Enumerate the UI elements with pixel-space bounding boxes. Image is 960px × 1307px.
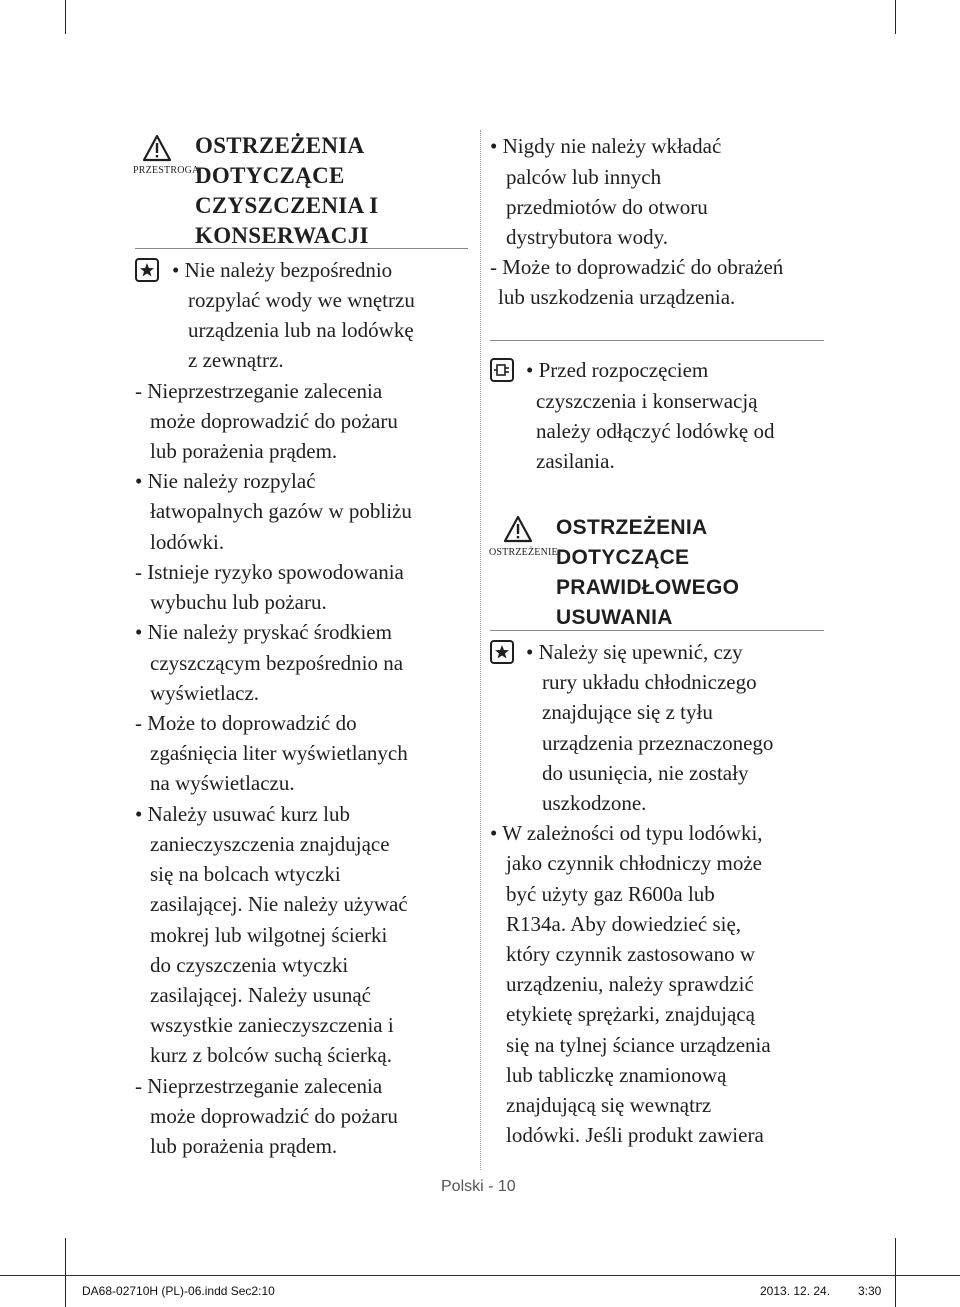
star-icon: [135, 258, 159, 282]
warning-heading-line-3: PRAWIDŁOWEGO: [556, 576, 740, 599]
body-line: palców lub innych: [506, 165, 662, 189]
caution-heading-line-2: DOTYCZĄCE: [195, 163, 345, 188]
body-line: wybuchu lub pożaru.: [150, 590, 327, 614]
crop-mark-top-right: [895, 0, 896, 34]
body-line: urządzenia przeznaczonego: [542, 731, 774, 755]
body-line: znajdującą się wewnątrz: [506, 1093, 712, 1117]
body-line: wszystkie zanieczyszczenia i: [150, 1013, 394, 1037]
body-line: do czyszczenia wtyczki: [150, 953, 349, 977]
body-line: czyszczenia i konserwacją: [536, 389, 758, 413]
body-line: się na tylnej ściance urządzenia: [506, 1033, 771, 1057]
body-line: rozpylać wody we wnętrzu: [188, 288, 415, 312]
page-number: Polski - 10: [441, 1178, 516, 1195]
body-line: • W zależności od typu lodówki,: [490, 821, 763, 845]
body-line: uszkodzone.: [542, 791, 647, 815]
body-line: być użyty gaz R600a lub: [506, 882, 715, 906]
body-line: etykietę sprężarki, znajdującą: [506, 1002, 755, 1026]
warning-heading-line-1: OSTRZEŻENIA: [556, 516, 708, 539]
body-line: który czynnik zastosowano w: [506, 942, 756, 966]
body-line: - Nieprzestrzeganie zalecenia: [135, 379, 383, 403]
body-line: zasilającej. Nie należy używać: [150, 892, 408, 916]
body-line: zgaśnięcia liter wyświetlanych: [150, 741, 408, 765]
body-line: zasilającej. Należy usunąć: [150, 983, 371, 1007]
crop-mark-bottom-left: [65, 1238, 66, 1307]
body-line: rury układu chłodniczego: [542, 670, 757, 694]
column-divider: [480, 130, 481, 1170]
body-line: lodówki. Jeśli produkt zawiera: [506, 1123, 764, 1147]
body-line: dystrybutora wody.: [506, 225, 668, 249]
body-line: z zewnątrz.: [188, 348, 284, 372]
body-line: • Nigdy nie należy wkładać: [490, 134, 722, 158]
body-line: • Nie należy rozpylać: [135, 469, 316, 493]
footer-date: 2013. 12. 24.: [760, 1284, 831, 1298]
body-line: • Przed rozpoczęciem: [526, 358, 709, 382]
body-line: przedmiotów do otworu: [506, 195, 708, 219]
body-line: mokrej lub wilgotnej ścierki: [150, 923, 388, 947]
body-line: kurz z bolców suchą ścierką.: [150, 1043, 392, 1067]
body-line: lub porażenia prądem.: [150, 439, 338, 463]
body-line: zasilania.: [536, 449, 615, 473]
footer-file-info: DA68-02710H (PL)-06.indd Sec2:10: [82, 1284, 275, 1298]
body-line: - Może to doprowadzić do obrażeń: [490, 255, 784, 279]
body-line: lub tabliczkę znamionową: [506, 1063, 727, 1087]
caution-warning-icon: [142, 134, 172, 162]
body-line: • Nie należy pryskać środkiem: [135, 620, 392, 644]
crop-mark-top-left: [65, 0, 66, 34]
warning-heading-line-2: DOTYCZĄCE: [556, 546, 690, 569]
body-line: urządzenia lub na lodówkę: [188, 318, 414, 342]
body-line: czyszczącym bezpośrednio na: [150, 651, 404, 675]
footer-rule: [0, 1275, 960, 1276]
body-line: • Należy się upewnić, czy: [526, 640, 743, 664]
body-line: - Może to doprowadzić do: [135, 711, 357, 735]
body-line: - Istnieje ryzyko spowodowania: [135, 560, 404, 584]
body-line: • Należy usuwać kurz lub: [135, 802, 350, 826]
body-line: należy odłączyć lodówkę od: [536, 419, 775, 443]
body-line: się na bolcach wtyczki: [150, 862, 341, 886]
body-line: jako czynnik chłodniczy może: [506, 851, 762, 875]
warning-icon: [503, 515, 533, 543]
caution-heading-rule: [135, 248, 468, 249]
body-line: • Nie należy bezpośrednio: [172, 258, 393, 282]
body-line: na wyświetlaczu.: [150, 771, 295, 795]
body-line: urządzeniu, należy sprawdzić: [506, 972, 754, 996]
body-line: znajdujące się z tyłu: [542, 700, 713, 724]
star-icon: [490, 640, 514, 664]
body-line: może doprowadzić do pożaru: [150, 1104, 398, 1128]
body-line: łatwopalnych gazów w pobliżu: [150, 499, 412, 523]
section-rule: [490, 340, 824, 341]
warning-label: OSTRZEŻENIE: [489, 547, 558, 558]
warning-heading-line-4: USUWANIA: [556, 606, 673, 629]
body-line: może doprowadzić do pożaru: [150, 409, 398, 433]
body-line: do usunięcia, nie zostały: [542, 761, 749, 785]
body-line: lub uszkodzenia urządzenia.: [498, 285, 736, 309]
body-line: - Nieprzestrzeganie zalecenia: [135, 1074, 383, 1098]
caution-label: PRZESTROGA: [133, 165, 200, 176]
body-line: wyświetlacz.: [150, 681, 260, 705]
body-line: lub porażenia prądem.: [150, 1134, 338, 1158]
unplug-icon: [490, 358, 514, 382]
body-line: lodówki.: [150, 530, 225, 554]
crop-mark-bottom-right: [895, 1238, 896, 1307]
body-line: zanieczyszczenia znajdujące: [150, 832, 390, 856]
caution-heading-line-4: KONSERWACJI: [195, 223, 369, 248]
caution-heading-line-1: OSTRZEŻENIA: [195, 133, 365, 158]
body-line: R134a. Aby dowiedzieć się,: [506, 912, 742, 936]
footer-time: 3:30: [858, 1284, 882, 1298]
warning-heading-rule: [490, 630, 824, 631]
caution-heading-line-3: CZYSZCZENIA I: [195, 193, 379, 218]
